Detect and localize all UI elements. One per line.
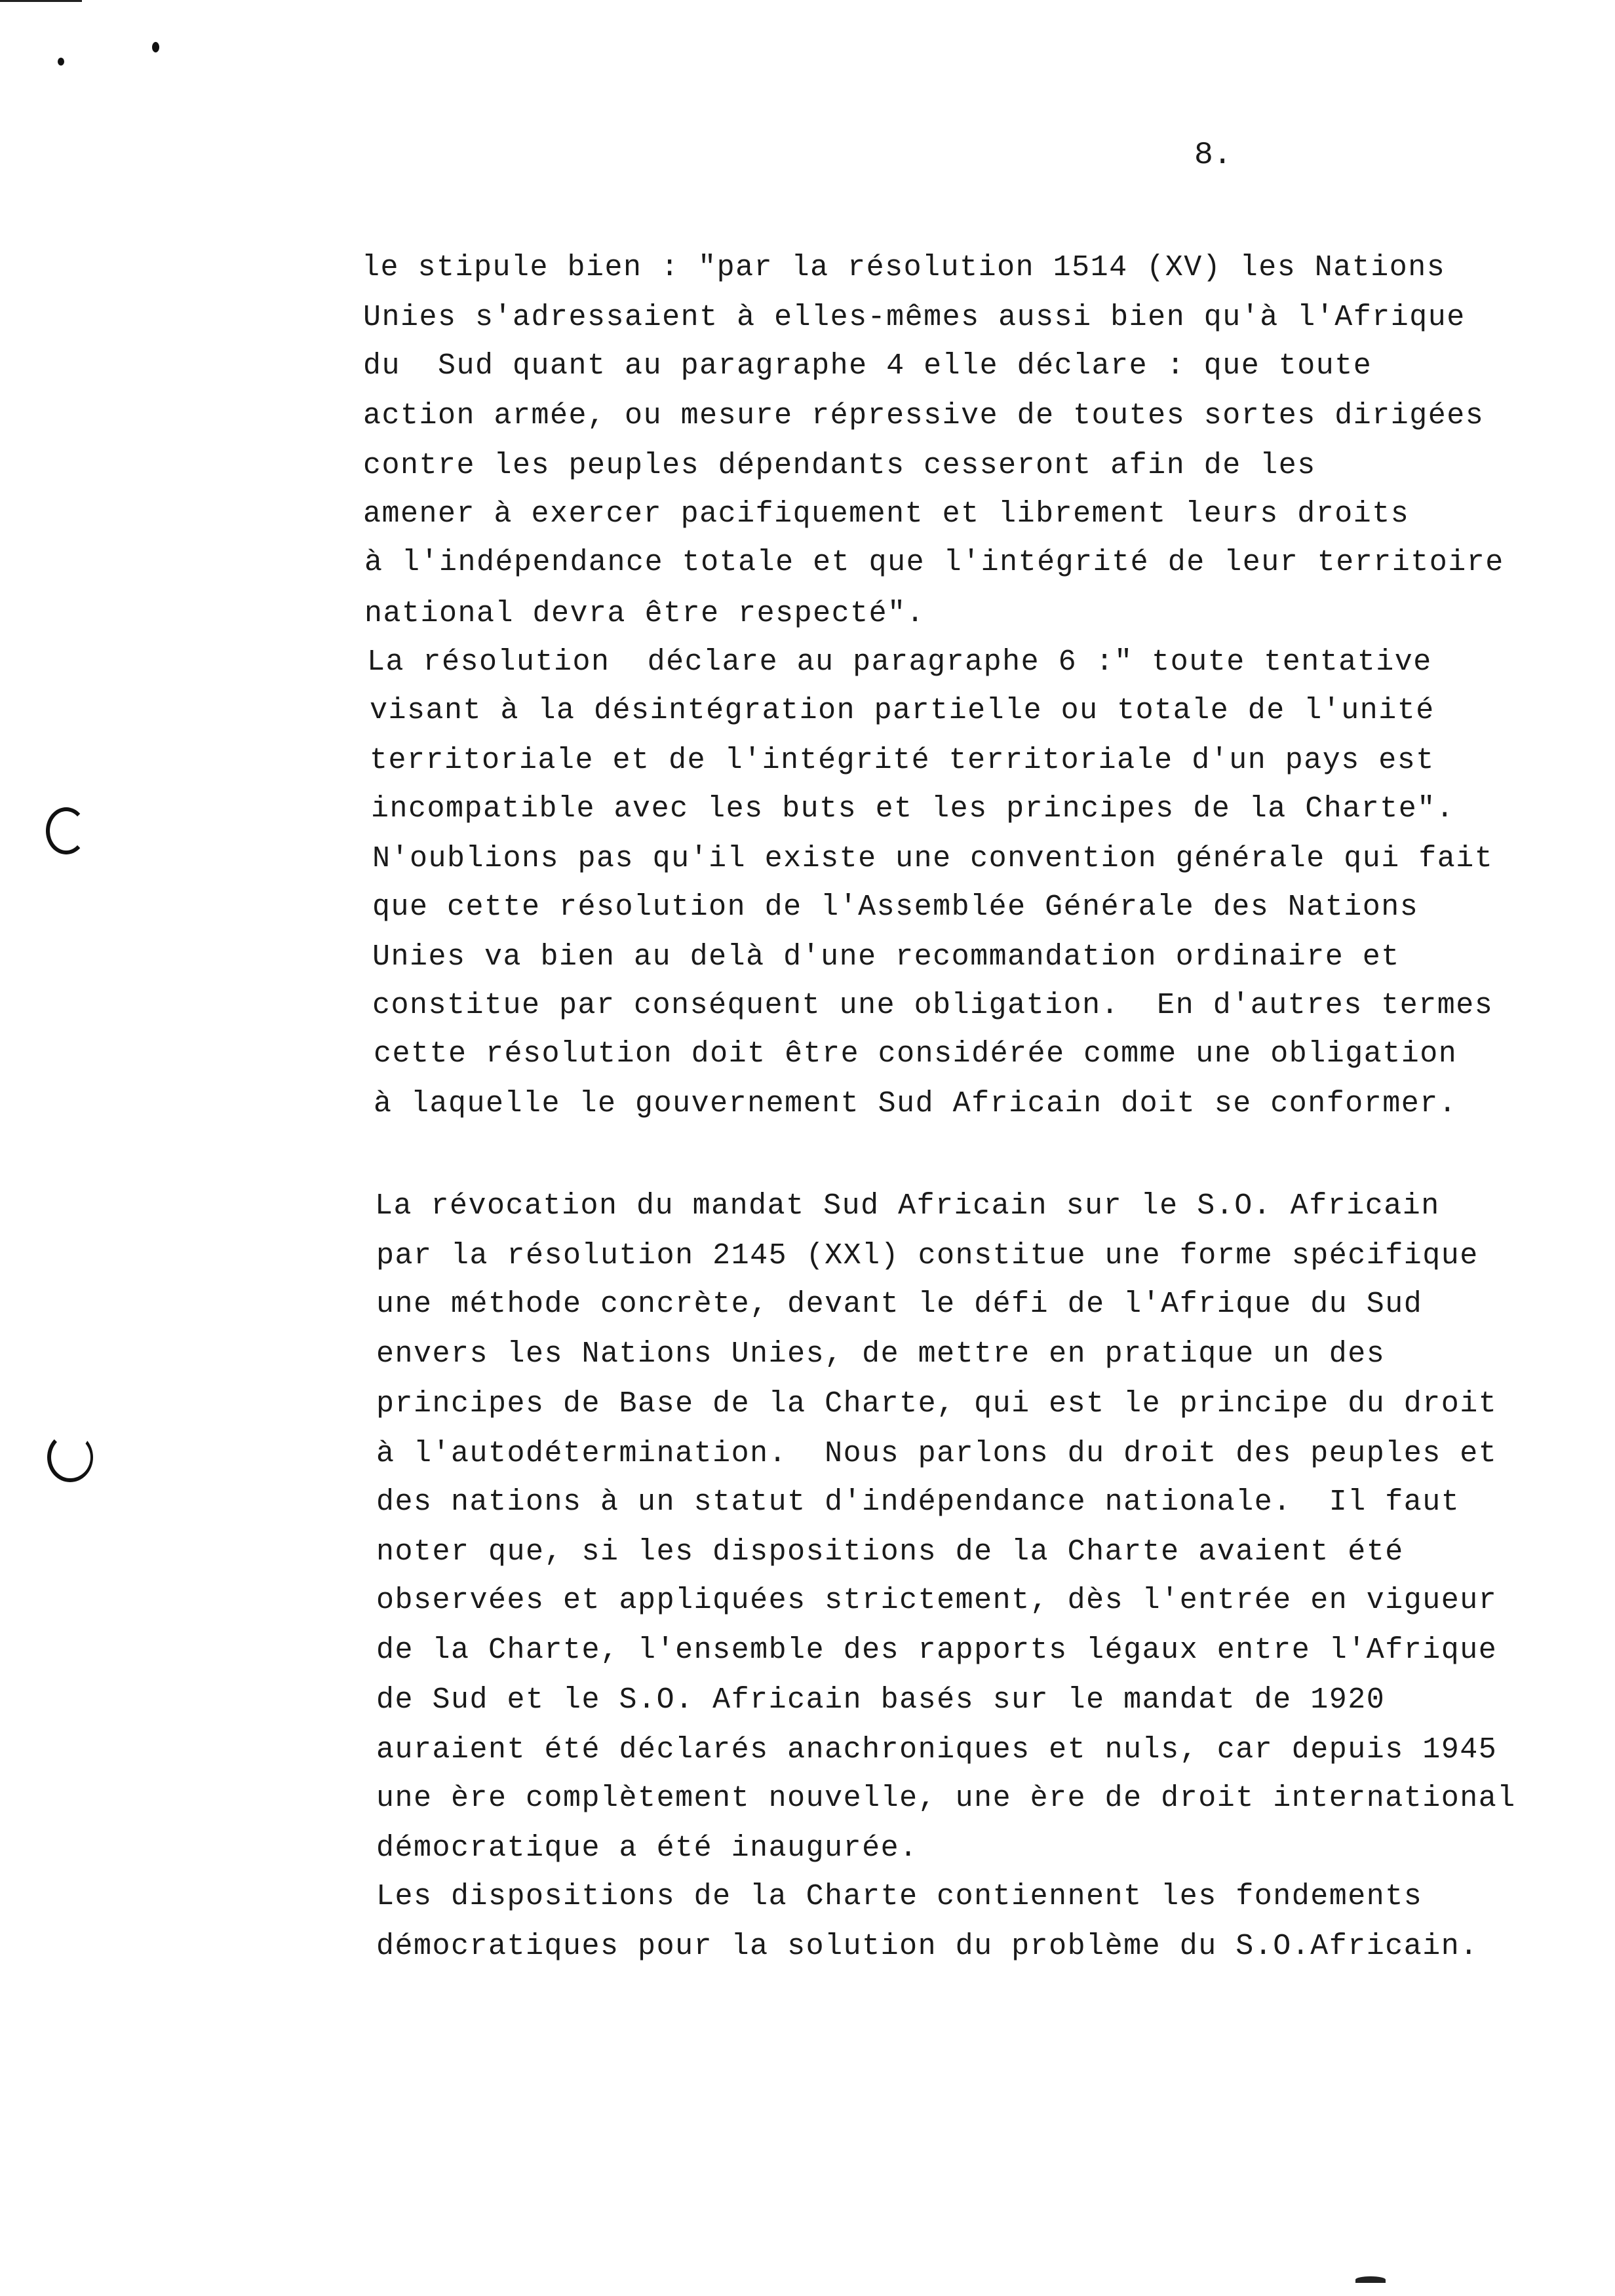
text-line: noter que, si les dispositions de la Charte avaient été [376, 1535, 1404, 1569]
text-line: constitue par conséquent une obligation. En d'autres termes [372, 989, 1494, 1022]
text-line: démocratiques pour la solution du problème du S.O.Africain. [376, 1930, 1479, 1963]
text-line: une ère complètement nouvelle, une ère de droit international [376, 1782, 1516, 1815]
text-line: Les dispositions de la Charte contiennent les fondements [376, 1880, 1423, 1913]
text-line: national devra être respecté". [364, 597, 925, 630]
binder-hole-mark [46, 807, 87, 854]
text-line: Unies va bien au delà d'une recommandation ordinaire et [372, 940, 1400, 974]
text-line: à laquelle le gouvernement Sud Africain doit se conformer. [374, 1087, 1458, 1120]
binder-hole-mark [47, 1432, 93, 1482]
text-line: La résolution déclare au paragraphe 6 :" toute tentative [367, 645, 1432, 679]
text-line: territoriale et de l'intégrité territoriale d'un pays est [370, 744, 1435, 777]
text-line: envers les Nations Unies, de mettre en pratique un des [376, 1337, 1386, 1371]
text-line: du Sud quant au paragraphe 4 elle déclare : que toute [363, 349, 1372, 383]
text-line: démocratique a été inaugurée. [376, 1831, 918, 1865]
text-line: visant à la désintégration partielle ou totale de l'unité [370, 694, 1435, 727]
text-line: cette résolution doit être considérée comme une obligation [374, 1037, 1458, 1071]
ink-dot [58, 58, 64, 66]
text-line: à l'indépendance totale et que l'intégrité de leur territoire [364, 546, 1504, 579]
text-line: que cette résolution de l'Assemblée Générale des Nations [372, 890, 1419, 924]
ink-smudge [1355, 2276, 1386, 2283]
text-line: amener à exercer pacifiquement et librement leurs droits [363, 497, 1410, 531]
text-line: observées et appliquées strictement, dès l'entrée en vigueur [376, 1584, 1498, 1617]
text-line: le stipule bien : "par la résolution 1514 (XV) les Nations [362, 251, 1446, 284]
text-line: par la résolution 2145 (XXl) constitue une forme spécifique [376, 1239, 1479, 1272]
text-line: Unies s'adressaient à elles-mêmes aussi bien qu'à l'Afrique [363, 301, 1466, 334]
text-line: de Sud et le S.O. Africain basés sur le mandat de 1920 [376, 1683, 1386, 1717]
text-line: une méthode concrète, devant le défi de l'Afrique du Sud [376, 1288, 1423, 1321]
scan-edge-line [0, 0, 82, 2]
ink-dot [152, 42, 159, 52]
text-line: incompatible avec les buts et les principes de la Charte". [371, 792, 1455, 826]
text-line: auraient été déclarés anachroniques et nuls, car depuis 1945 [376, 1733, 1498, 1767]
text-line: principes de Base de la Charte, qui est le principe du droit [376, 1387, 1498, 1421]
text-line: à l'autodétermination. Nous parlons du droit des peuples et [376, 1437, 1498, 1470]
page-number: 8. [1194, 138, 1232, 173]
text-line: contre les peuples dépendants cesseront afin de les [363, 449, 1316, 482]
text-line: des nations à un statut d'indépendance nationale. Il faut [376, 1485, 1460, 1519]
text-line: action armée, ou mesure répressive de toutes sortes dirigées [363, 399, 1485, 432]
text-line: N'oublions pas qu'il existe une convention générale qui fait [372, 842, 1494, 875]
text-line: de la Charte, l'ensemble des rapports légaux entre l'Afrique [376, 1634, 1498, 1667]
text-line: La révocation du mandat Sud Africain sur le S.O. Africain [375, 1189, 1440, 1223]
